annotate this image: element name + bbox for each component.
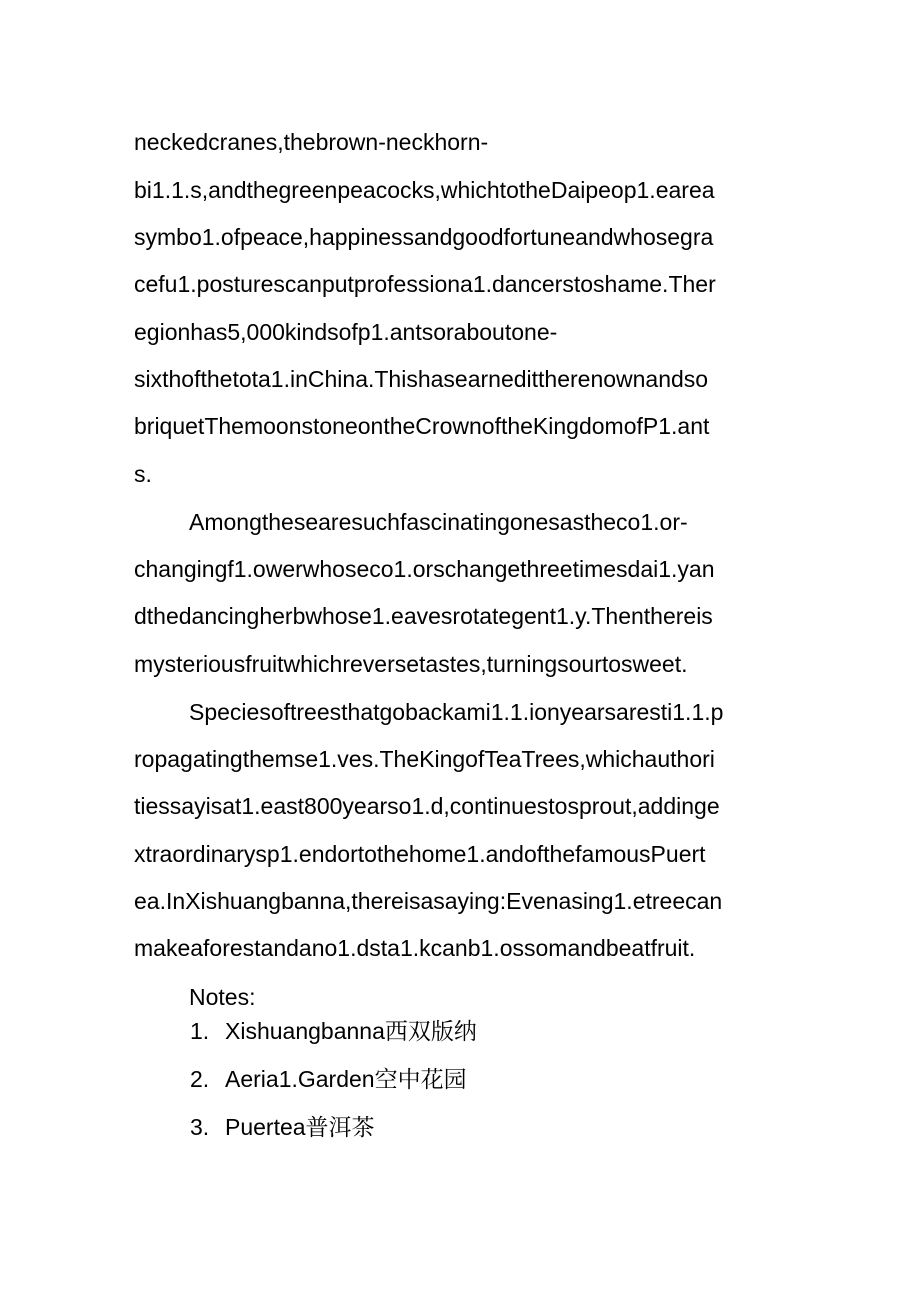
note-text: Aeria1.Garden空中花园	[225, 1066, 467, 1092]
text-line: Speciesoftreesthatgobackami1.1.ionyearsaresti1.1.p	[189, 699, 724, 725]
text-line: symbo1.ofpeace,happinessandgoodfortuneandwhosegra	[134, 224, 714, 250]
note-number: 1.	[190, 1018, 210, 1044]
text-line: cefu1.posturescanputprofessiona1.dancerstoshame.Ther	[134, 271, 716, 297]
text-line: makeaforestandano1.dsta1.kcanb1.ossomandbeatfruit.	[134, 935, 696, 961]
text-line: tiessayisat1.east800yearso1.d,continuestosprout,addinge	[134, 793, 720, 819]
note-text: Xishuangbanna西双版纳	[225, 1018, 477, 1044]
text-line: changingf1.owerwhoseco1.orschangethreetimesdai1.yan	[134, 556, 715, 582]
text-line: Amongthesearesuchfascinatingonesastheco1.or-	[189, 509, 688, 535]
note-number: 3.	[190, 1114, 210, 1140]
text-line: ea.InXishuangbanna,thereisasaying:Evenasing1.etreecan	[134, 888, 723, 914]
text-line: briquetThemoonstoneontheCrownoftheKingdomofP1.ant	[134, 413, 710, 439]
text-line: neckedcranes,thebrown-neckhorn-	[134, 129, 489, 155]
text-line: bi1.1.s,andthegreenpeacocks,whichtotheDaipeop1.earea	[134, 177, 715, 203]
text-line: ropagatingthemse1.ves.TheKingofTeaTrees,whichauthori	[134, 746, 715, 772]
text-line: mysteriousfruitwhichreversetastes,turningsourtosweet.	[134, 651, 688, 677]
text-line: xtraordinarysp1.endortothehome1.andofthefamousPuert	[134, 841, 706, 867]
note-text: Puertea普洱茶	[225, 1114, 375, 1140]
text-line: egionhas5,000kindsofp1.antsoraboutone-	[134, 319, 558, 345]
text-line: sixthofthetota1.inChina.Thishasearnedittherenownandso	[134, 366, 709, 392]
note-number: 2.	[190, 1066, 210, 1092]
text-line: dthedancingherbwhose1.eavesrotategent1.y.Thenthereis	[134, 603, 713, 629]
text-line: s.	[134, 461, 152, 487]
notes-heading: Notes:	[189, 984, 256, 1010]
